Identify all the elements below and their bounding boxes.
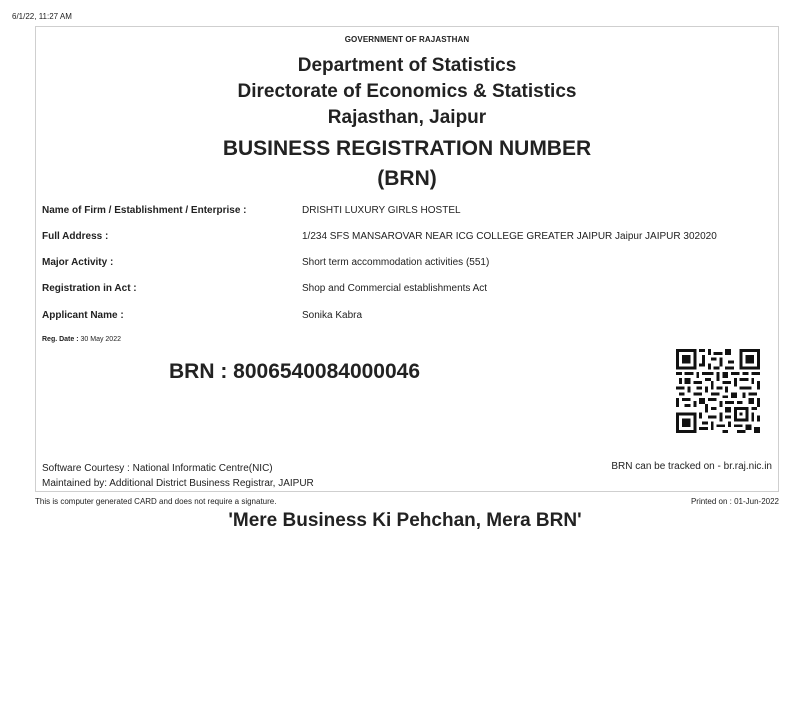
brn-card [35, 26, 779, 492]
footer-credits [42, 461, 314, 491]
field-label: Applicant Name : [42, 310, 124, 321]
signature-note: This is computer generated CARD and does not require a signature. [35, 497, 277, 506]
field-label: Full Address : [42, 231, 109, 242]
field-label: Name of Firm / Establishment / Enterprise : [42, 205, 247, 216]
printed-date: Printed on : 01-Jun-2022 [690, 497, 779, 506]
field-value: Sonika Kabra [302, 310, 363, 321]
print-header-timestamp: 6/1/22, 11:27 AM [12, 12, 72, 21]
software-courtesy: Software Courtesy : National Informatic Centre(NIC) [42, 463, 273, 474]
maintained-by: Maintained by: Additional District Business Registrar, JAIPUR [42, 478, 314, 489]
card-title-line2: (BRN) [377, 167, 437, 190]
field-value: Short term accommodation activities (551) [302, 257, 490, 268]
brn-number: BRN : 8006540084000046 [169, 360, 421, 383]
registration-date [42, 336, 121, 343]
government-heading: GOVERNMENT OF RAJASTHAN [344, 35, 470, 44]
field-label: Registration in Act : [42, 283, 137, 294]
directorate-name: Directorate of Economics & Statistics [237, 81, 577, 102]
location-name: Rajasthan, Jaipur [327, 107, 487, 128]
qr-code-icon [676, 349, 760, 433]
field-value: Shop and Commercial establishments Act [302, 283, 488, 294]
card-title-line1: BUSINESS REGISTRATION NUMBER [222, 137, 592, 160]
registration-date-label: Reg. Date : [42, 336, 79, 343]
slogan: 'Mere Business Ki Pehchan, Mera BRN' [228, 510, 582, 531]
field-value: 1/234 SFS MANSAROVAR NEAR ICG COLLEGE GREATER JAIPUR Jaipur JAIPUR 302020 [302, 231, 717, 242]
field-label: Major Activity : [42, 257, 114, 268]
department-name: Department of Statistics [297, 55, 517, 76]
registration-date-value: 30 May 2022 [80, 336, 121, 343]
department-heading [36, 53, 778, 131]
tracking-info: BRN can be tracked on - br.raj.nic.in [611, 461, 772, 472]
card-title [36, 134, 778, 194]
field-value: DRISHTI LUXURY GIRLS HOSTEL [302, 205, 461, 216]
